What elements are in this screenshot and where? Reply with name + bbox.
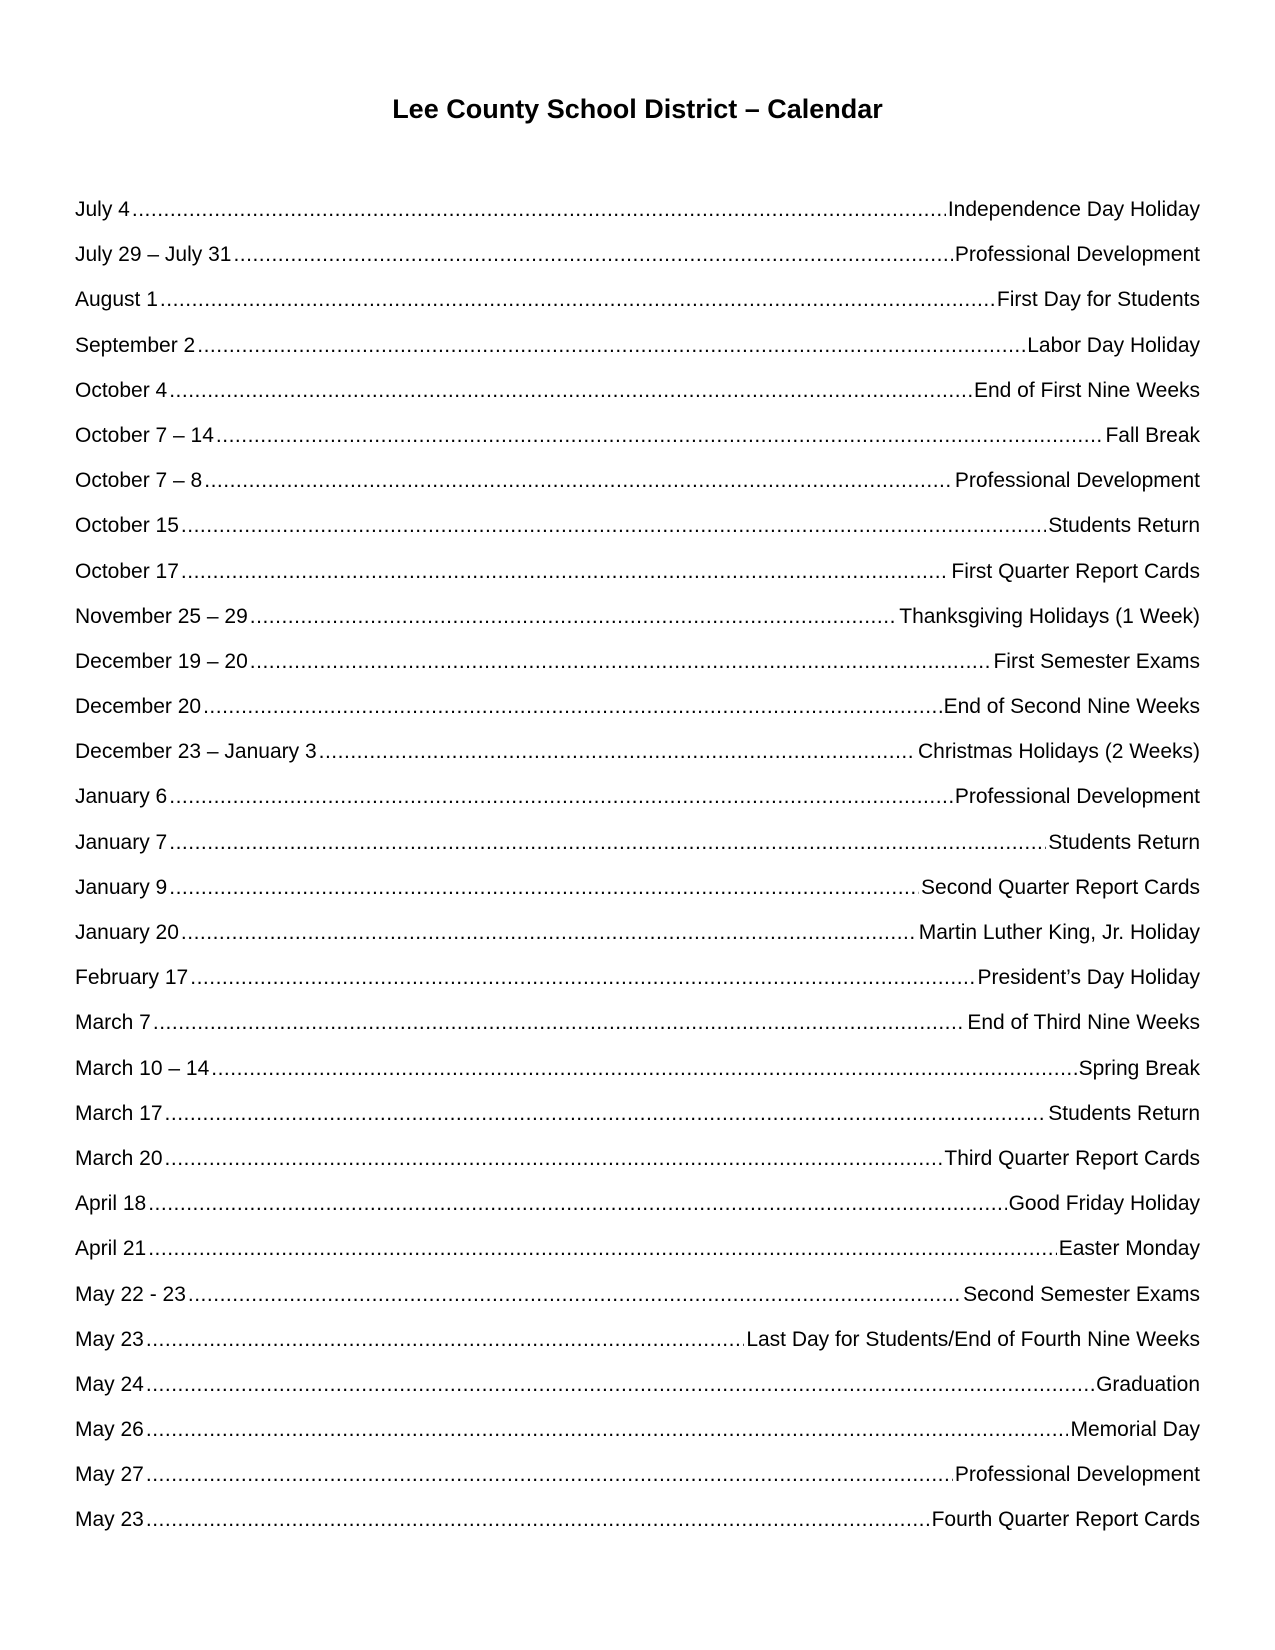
- entry-event: Graduation: [1096, 1372, 1200, 1396]
- calendar-entry: [75, 377, 1200, 422]
- entry-date: October 15: [75, 514, 179, 538]
- entry-date: February 17: [75, 966, 189, 990]
- entry-event: Fourth Quarter Report Cards: [931, 1508, 1200, 1532]
- calendar-entry: [75, 919, 1200, 964]
- entry-event: Professional Development: [954, 243, 1200, 267]
- entry-event: End of Second Nine Weeks: [943, 695, 1200, 719]
- entry-event: Students Return: [1048, 830, 1200, 854]
- entry-event: Professional Development: [954, 785, 1200, 809]
- dot-leader: [146, 1416, 1069, 1444]
- entry-event: Independence Day Holiday: [947, 198, 1200, 221]
- dot-leader: [146, 1371, 1094, 1399]
- entry-date: January 9: [75, 875, 168, 899]
- dot-leader: [160, 286, 995, 314]
- dot-leader: [250, 603, 897, 631]
- entry-date: May 26: [75, 1418, 144, 1442]
- entry-date: November 25 – 29: [75, 604, 248, 628]
- entry-date: October 7 – 8: [75, 469, 203, 493]
- calendar-entry: [75, 332, 1200, 377]
- entry-event: Professional Development: [954, 469, 1200, 493]
- entry-date: October 7 – 14: [75, 423, 214, 447]
- calendar-entry: [75, 467, 1200, 512]
- calendar-entry: [75, 196, 1200, 241]
- entry-event: Professional Development: [954, 1463, 1200, 1487]
- calendar-entry: [75, 1371, 1200, 1416]
- dot-leader: [181, 919, 917, 947]
- calendar-entry: [75, 874, 1200, 919]
- calendar-entry: [75, 1100, 1200, 1145]
- entry-date: May 23: [75, 1327, 144, 1351]
- entry-date: September 2: [75, 333, 196, 357]
- dot-leader: [169, 874, 919, 902]
- entry-event: Last Day for Students/End of Fourth Nine Weeks: [746, 1327, 1200, 1351]
- calendar-entry: [75, 829, 1200, 874]
- entry-date: May 22 - 23: [75, 1282, 186, 1306]
- entry-date: January 20: [75, 921, 179, 944]
- dot-leader: [188, 1281, 961, 1309]
- dot-leader: [233, 241, 952, 269]
- entry-event: Fall Break: [1105, 423, 1200, 447]
- dot-leader: [148, 1235, 1057, 1263]
- calendar-entry: [75, 512, 1200, 557]
- entry-event: Easter Monday: [1058, 1237, 1200, 1261]
- entry-date: May 24: [75, 1372, 144, 1396]
- entry-event: Students Return: [1048, 1101, 1200, 1125]
- calendar-entry: [75, 738, 1200, 783]
- calendar-entry-list: [75, 196, 1200, 1552]
- calendar-entry: [75, 1461, 1200, 1506]
- calendar-entry: [75, 1235, 1200, 1280]
- entry-event: Spring Break: [1078, 1056, 1200, 1080]
- dot-leader: [190, 964, 975, 992]
- entry-event: Christmas Holidays (2 Weeks): [917, 740, 1200, 764]
- dot-leader: [132, 196, 946, 224]
- entry-date: May 23: [75, 1508, 144, 1532]
- entry-date: December 23 – January 3: [75, 740, 317, 764]
- entry-date: March 7: [75, 1011, 151, 1035]
- dot-leader: [319, 738, 916, 766]
- entry-event: Memorial Day: [1070, 1418, 1200, 1442]
- dot-leader: [204, 467, 953, 495]
- entry-date: January 7: [75, 830, 168, 854]
- dot-leader: [216, 422, 1104, 450]
- entry-date: April 21: [75, 1237, 147, 1261]
- calendar-entry: [75, 1145, 1200, 1190]
- entry-event: Second Quarter Report Cards: [921, 875, 1200, 899]
- dot-leader: [181, 512, 1046, 540]
- calendar-entry: [75, 241, 1200, 286]
- entry-event: Third Quarter Report Cards: [944, 1146, 1200, 1170]
- dot-leader: [211, 1055, 1076, 1083]
- calendar-entry: [75, 1326, 1200, 1371]
- dot-leader: [169, 377, 972, 405]
- entry-event: Good Friday Holiday: [1008, 1192, 1200, 1216]
- calendar-entry: [75, 1506, 1200, 1551]
- calendar-entry: [75, 1281, 1200, 1326]
- calendar-entry: [75, 964, 1200, 1009]
- calendar-entry: [75, 1009, 1200, 1054]
- page-title: Lee County School District – Calendar: [392, 94, 883, 124]
- entry-event: End of First Nine Weeks: [973, 378, 1200, 402]
- entry-event: First Quarter Report Cards: [951, 559, 1200, 583]
- entry-date: August 1: [75, 288, 158, 312]
- calendar-entry: [75, 286, 1200, 331]
- entry-date: December 20: [75, 695, 202, 719]
- entry-event: Students Return: [1048, 514, 1200, 538]
- entry-date: April 18: [75, 1192, 147, 1216]
- dot-leader: [146, 1326, 744, 1354]
- calendar-entry: [75, 1416, 1200, 1461]
- calendar-entry: [75, 1055, 1200, 1100]
- entry-date: July 4: [75, 198, 130, 221]
- dot-leader: [165, 1145, 943, 1173]
- calendar-entry: [75, 558, 1200, 603]
- entry-date: March 10 – 14: [75, 1056, 210, 1080]
- dot-leader: [250, 648, 992, 676]
- dot-leader: [181, 558, 950, 586]
- dot-leader: [203, 693, 942, 721]
- calendar-entry: [75, 603, 1200, 648]
- entry-event: First Semester Exams: [993, 649, 1200, 673]
- entry-event: President’s Day Holiday: [977, 966, 1200, 990]
- entry-date: May 27: [75, 1463, 144, 1487]
- entry-date: December 19 – 20: [75, 649, 248, 673]
- calendar-entry: [75, 693, 1200, 738]
- entry-date: July 29 – July 31: [75, 243, 232, 267]
- dot-leader: [169, 829, 1046, 857]
- dot-leader: [169, 783, 953, 811]
- entry-event: Martin Luther King, Jr. Holiday: [918, 921, 1200, 944]
- dot-leader: [197, 332, 1025, 360]
- entry-date: January 6: [75, 785, 168, 809]
- dot-leader: [146, 1506, 930, 1534]
- dot-leader: [148, 1190, 1006, 1218]
- entry-date: October 4: [75, 378, 168, 402]
- dot-leader: [165, 1100, 1047, 1128]
- entry-date: March 20: [75, 1146, 163, 1170]
- calendar-entry: [75, 1190, 1200, 1235]
- entry-date: October 17: [75, 559, 179, 583]
- entry-event: Labor Day Holiday: [1027, 333, 1200, 357]
- calendar-entry: [75, 648, 1200, 693]
- entry-event: First Day for Students: [996, 288, 1200, 312]
- dot-leader: [146, 1461, 953, 1489]
- entry-event: End of Third Nine Weeks: [967, 1011, 1200, 1035]
- entry-event: Thanksgiving Holidays (1 Week): [899, 604, 1200, 628]
- entry-date: March 17: [75, 1101, 163, 1125]
- calendar-entry: [75, 783, 1200, 828]
- entry-event: Second Semester Exams: [963, 1282, 1200, 1306]
- calendar-entry: [75, 422, 1200, 467]
- dot-leader: [153, 1009, 965, 1037]
